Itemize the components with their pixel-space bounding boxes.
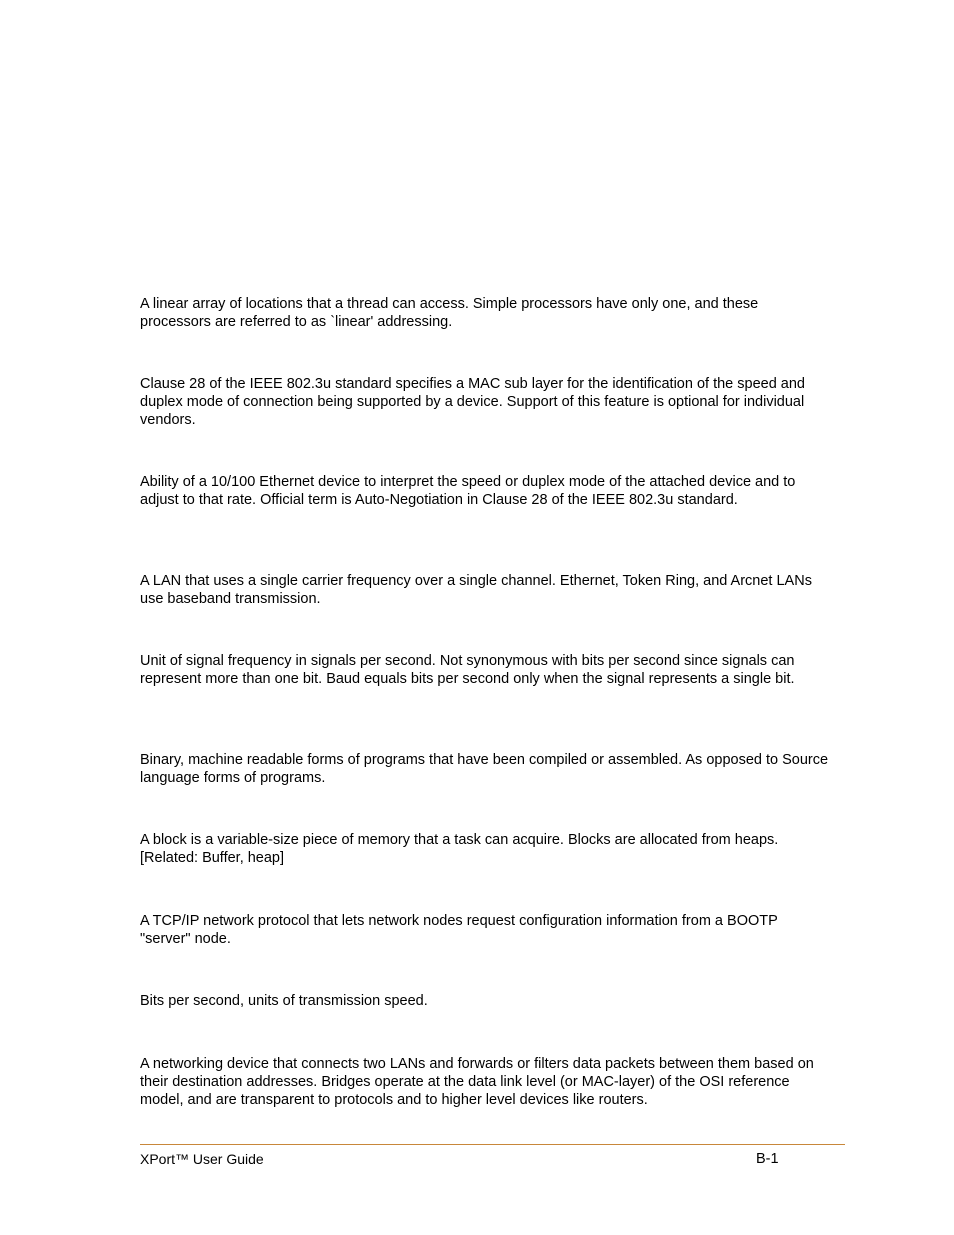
glossary-definition: Unit of signal frequency in signals per second. Not synonymous with bits per second since signals can represent more than one bit. Baud equals bits per second only when the signal represents a single bit. (140, 653, 795, 688)
glossary-definition: A LAN that uses a single carrier frequency over a single channel. Ethernet, Token Ring, and Arcnet LANs use baseband transmission. (140, 573, 812, 608)
glossary-definition: A block is a variable-size piece of memory that a task can acquire. Blocks are allocated from heaps. [Related: Buffer, heap] (140, 832, 779, 867)
glossary-definition: Binary, machine readable forms of programs that have been compiled or assembled. As opposed to Source language forms of programs. (140, 752, 829, 787)
footer-document-title: XPort™ User Guide (140, 1151, 264, 1167)
glossary-definition: Ability of a 10/100 Ethernet device to interpret the speed or duplex mode of the attached device and to adjust to that rate. Official term is Auto-Negotiation in Clause 28 of the IEEE 802.3u standard. (140, 474, 796, 509)
glossary-definition: A TCP/IP network protocol that lets network nodes request configuration information from a BOOTP "server" node. (140, 913, 778, 948)
glossary-definition: A networking device that connects two LANs and forwards or filters data packets between them based on their destination addresses. Bridges operate at the data link level (or MAC-layer) of the OSI reference model, and are transparent to protocols and to higher level devices like routers. (140, 1056, 814, 1109)
footer-page-number: B-1 (756, 1151, 779, 1167)
glossary-definition: A linear array of locations that a thread can access. Simple processors have only one, and these processors are referred to as `linear' addressing. (140, 296, 759, 331)
footer-divider (140, 1144, 845, 1145)
glossary-definition: Clause 28 of the IEEE 802.3u standard specifies a MAC sub layer for the identification of the speed and duplex mode of connection being supported by a device. Support of this feature is optional for individual vendors. (140, 376, 805, 429)
glossary-definition: Bits per second, units of transmission speed. (140, 993, 428, 1009)
